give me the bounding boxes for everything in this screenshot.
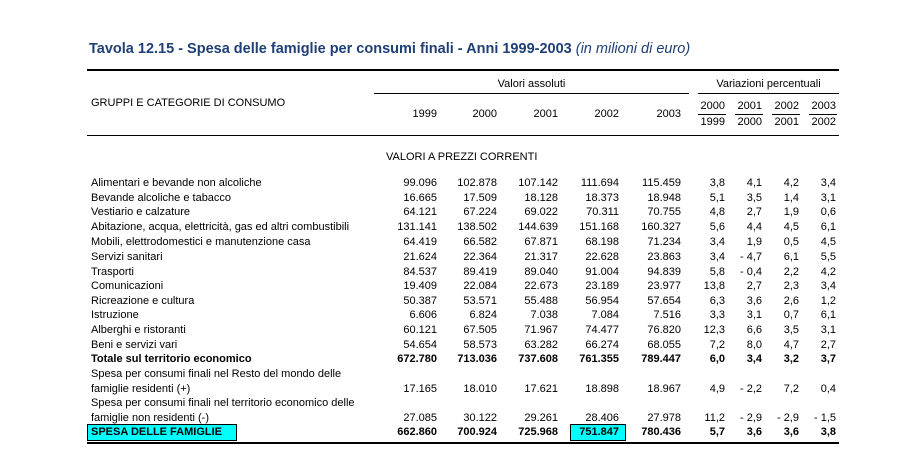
row-label: Alimentari e bevande non alcoliche bbox=[91, 177, 262, 189]
row-value: 28.406 bbox=[585, 411, 619, 424]
row-value: 18.128 bbox=[524, 192, 558, 204]
row-variation: 6,1 bbox=[820, 221, 836, 233]
row-variation: 0,5 bbox=[783, 236, 799, 248]
row-value: 99.096 bbox=[403, 177, 437, 189]
row-variation: 8,0 bbox=[746, 339, 762, 351]
var-header-bottom: 1999 bbox=[700, 116, 725, 128]
row-value: 66.274 bbox=[585, 339, 619, 351]
row-value: 67.871 bbox=[524, 236, 558, 248]
row-value: 138.502 bbox=[457, 221, 497, 233]
row-value: 700.924 bbox=[457, 426, 497, 438]
row-value: 58.573 bbox=[463, 339, 497, 351]
row-variation: 3,2 bbox=[783, 353, 799, 365]
row-value: 29.261 bbox=[524, 411, 558, 424]
row-value: 22.628 bbox=[585, 251, 619, 263]
row-variation: 3,4 bbox=[746, 353, 762, 365]
row-variation: 3,5 bbox=[783, 324, 799, 336]
row-value: 64.121 bbox=[403, 206, 437, 218]
year-header: 2001 bbox=[533, 108, 558, 120]
row-value: 53.571 bbox=[463, 295, 497, 307]
row-value: 672.780 bbox=[397, 353, 437, 365]
row-variation: 4,5 bbox=[820, 236, 836, 248]
header-bottom-rule bbox=[87, 135, 839, 136]
row-value: 7.516 bbox=[653, 309, 681, 321]
year-header: 2003 bbox=[656, 108, 681, 120]
row-variation: 12,3 bbox=[703, 324, 725, 336]
row-label: Vestiario e calzature bbox=[91, 206, 191, 218]
row-variation: - 4,7 bbox=[739, 251, 762, 263]
row-value: 725.968 bbox=[518, 426, 558, 438]
row-value: 17.509 bbox=[463, 192, 497, 204]
row-variation: 3,1 bbox=[820, 192, 836, 204]
row-value: 68.198 bbox=[585, 236, 619, 248]
row-label: Beni e servizi vari bbox=[91, 339, 178, 351]
row-value: 737.608 bbox=[518, 353, 558, 365]
row-label: Totale sul territorio economico bbox=[91, 353, 252, 365]
row-value: 22.364 bbox=[463, 251, 497, 263]
row-value: 54.654 bbox=[403, 339, 437, 351]
row-variation: 0,6 bbox=[820, 206, 836, 218]
row-variation: 4,2 bbox=[783, 177, 799, 189]
row-variation: 2,7 bbox=[820, 339, 836, 351]
row-variation: 3,6 bbox=[746, 295, 762, 307]
row-value: 18.373 bbox=[585, 192, 619, 204]
row-value: 91.004 bbox=[585, 266, 619, 278]
row-value: 68.055 bbox=[647, 339, 681, 351]
section-label: VALORI A PREZZI CORRENTI bbox=[386, 151, 538, 163]
row-variation: 4,8 bbox=[709, 206, 725, 218]
var-header-top: 2000 bbox=[700, 100, 725, 112]
var-group-rule bbox=[698, 93, 839, 94]
row-variation: 4,4 bbox=[746, 221, 762, 233]
row-value: 27.085 bbox=[403, 411, 437, 424]
row-value: 160.327 bbox=[641, 221, 681, 233]
row-variation: 3,3 bbox=[709, 309, 725, 321]
row-value: 76.820 bbox=[647, 324, 681, 336]
var-header-underline bbox=[772, 114, 800, 115]
group-label: GRUPPI E CATEGORIE DI CONSUMO bbox=[91, 97, 286, 109]
row-variation: 2,7 bbox=[746, 206, 762, 218]
row-variation: 2,2 bbox=[783, 266, 799, 278]
var-label: Variazioni percentuali bbox=[716, 78, 821, 90]
abs-group-rule bbox=[374, 93, 689, 94]
row-value: 115.459 bbox=[642, 177, 681, 189]
row-label: Servizi sanitari bbox=[91, 251, 163, 263]
row-variation: 7,2 bbox=[709, 339, 725, 351]
row-value: 102.878 bbox=[457, 177, 497, 189]
var-header-bottom: 2000 bbox=[737, 116, 762, 128]
row-value: 107.142 bbox=[518, 177, 558, 189]
var-header-top: 2003 bbox=[811, 100, 836, 112]
row-variation: 3,8 bbox=[709, 177, 725, 189]
row-variation: 5,1 bbox=[709, 192, 725, 204]
row-label: Spesa per consumi finali nel territorio economico delle bbox=[91, 397, 355, 409]
row-value: 89.419 bbox=[463, 266, 497, 278]
row-variation: 3,6 bbox=[783, 426, 799, 438]
row-variation: 7,2 bbox=[783, 382, 799, 395]
row-variation: 5,6 bbox=[709, 221, 725, 233]
row-variation: 0,4 bbox=[820, 382, 836, 395]
row-value: 18.948 bbox=[647, 192, 681, 204]
row-variation: 3,4 bbox=[820, 280, 836, 292]
row-value: 761.355 bbox=[579, 353, 619, 365]
row-value: 21.624 bbox=[403, 251, 437, 263]
row-value: 64.419 bbox=[403, 236, 437, 248]
abs-label: Valori assoluti bbox=[497, 78, 566, 90]
row-value: 71.967 bbox=[524, 324, 558, 336]
row-variation: 5,8 bbox=[709, 266, 725, 278]
row-variation: 5,5 bbox=[820, 251, 836, 263]
row-label: Ricreazione e cultura bbox=[91, 295, 195, 307]
row-variation: 1,4 bbox=[783, 192, 799, 204]
row-value: 662.860 bbox=[397, 426, 437, 438]
row-value: 56.954 bbox=[585, 295, 619, 307]
year-header: 1999 bbox=[412, 108, 437, 120]
row-label: Spesa per consumi finali nel Resto del mondo delle bbox=[91, 368, 342, 380]
row-value: 23.977 bbox=[647, 280, 681, 292]
var-header-underline bbox=[809, 114, 837, 115]
row-label: Comunicazioni bbox=[91, 280, 164, 292]
row-value: 89.040 bbox=[524, 266, 558, 278]
row-label: famiglie residenti (+) bbox=[91, 382, 191, 395]
row-value: 131.141 bbox=[397, 221, 437, 233]
row-variation: 3,1 bbox=[820, 324, 836, 336]
row-value: 69.022 bbox=[524, 206, 558, 218]
row-value: 19.409 bbox=[403, 280, 437, 292]
row-value: 144.639 bbox=[518, 221, 558, 233]
row-value: 6.606 bbox=[409, 309, 437, 321]
row-variation: 1,9 bbox=[746, 236, 762, 248]
row-label: famiglie non residenti (-) bbox=[91, 411, 209, 424]
row-variation: - 2,2 bbox=[739, 382, 762, 395]
row-variation: - 0,4 bbox=[739, 266, 762, 278]
row-value: 22.673 bbox=[524, 280, 558, 292]
row-variation: 3,7 bbox=[820, 353, 836, 365]
row-variation: 6,3 bbox=[709, 295, 725, 307]
row-value: 84.537 bbox=[403, 266, 437, 278]
row-value: 67.224 bbox=[463, 206, 497, 218]
row-label: SPESA DELLE FAMIGLIE bbox=[91, 426, 222, 438]
var-header-underline bbox=[698, 114, 726, 115]
row-variation: 3,4 bbox=[709, 236, 725, 248]
row-variation: - 2,9 bbox=[739, 411, 762, 424]
var-header-top: 2002 bbox=[774, 100, 799, 112]
row-variation: 5,7 bbox=[709, 426, 725, 438]
row-value: 74.477 bbox=[585, 324, 619, 336]
row-variation: - 1,5 bbox=[813, 411, 836, 424]
row-value: 57.654 bbox=[647, 295, 681, 307]
row-value: 111.694 bbox=[580, 177, 619, 189]
var-header-underline bbox=[735, 114, 763, 115]
row-value: 751.847 bbox=[579, 426, 619, 438]
row-variation: 2,7 bbox=[746, 280, 762, 292]
row-value: 63.282 bbox=[524, 339, 558, 351]
row-value: 151.168 bbox=[579, 221, 619, 233]
var-header-bottom: 2001 bbox=[774, 116, 799, 128]
row-variation: 13,8 bbox=[703, 280, 725, 292]
row-variation: 1,9 bbox=[783, 206, 799, 218]
row-value: 16.665 bbox=[403, 192, 437, 204]
row-value: 23.189 bbox=[585, 280, 619, 292]
row-value: 7.084 bbox=[591, 309, 619, 321]
row-value: 70.311 bbox=[586, 206, 619, 218]
row-label: Abitazione, acqua, elettricità, gas ed altri combustibili bbox=[91, 221, 350, 233]
row-variation: 3,8 bbox=[820, 426, 836, 438]
year-header: 2000 bbox=[472, 108, 497, 120]
row-variation: 1,2 bbox=[820, 295, 836, 307]
row-label: Mobili, elettrodomestici e manutenzione casa bbox=[91, 236, 311, 248]
row-value: 17.621 bbox=[524, 382, 558, 395]
row-variation: 4,5 bbox=[783, 221, 799, 233]
row-variation: 6,1 bbox=[820, 309, 836, 321]
row-variation: 4,1 bbox=[746, 177, 762, 189]
row-variation: 3,1 bbox=[746, 309, 762, 321]
row-value: 67.505 bbox=[463, 324, 497, 336]
row-value: 70.755 bbox=[647, 206, 681, 218]
row-variation: 2,3 bbox=[783, 280, 799, 292]
row-value: 789.447 bbox=[641, 353, 681, 365]
row-label: Istruzione bbox=[91, 309, 139, 321]
bottom-rule bbox=[87, 442, 839, 444]
year-header: 2002 bbox=[594, 108, 619, 120]
table-title bbox=[89, 41, 690, 57]
var-header-top: 2001 bbox=[737, 100, 762, 112]
row-value: 50.387 bbox=[403, 295, 437, 307]
row-label: Trasporti bbox=[91, 266, 134, 278]
row-variation: - 2,9 bbox=[776, 411, 799, 424]
row-variation: 3,5 bbox=[746, 192, 762, 204]
title-main: Tavola 12.15 - Spesa delle famiglie per consumi finali - Anni 1999-2003 bbox=[89, 41, 572, 57]
var-header-bottom: 2002 bbox=[811, 116, 836, 128]
row-value: 6.824 bbox=[469, 309, 497, 321]
row-value: 18.967 bbox=[647, 382, 681, 395]
row-variation: 6,1 bbox=[783, 251, 799, 263]
row-variation: 0,7 bbox=[783, 309, 799, 321]
row-value: 7.038 bbox=[530, 309, 558, 321]
row-variation: 4,2 bbox=[820, 266, 836, 278]
row-variation: 3,4 bbox=[820, 177, 836, 189]
row-label: Alberghi e ristoranti bbox=[91, 324, 186, 336]
row-value: 30.122 bbox=[463, 411, 497, 424]
row-variation: 11,2 bbox=[704, 411, 725, 424]
row-value: 780.436 bbox=[641, 426, 681, 438]
row-value: 71.234 bbox=[647, 236, 681, 248]
top-rule bbox=[87, 69, 839, 71]
row-value: 17.165 bbox=[403, 382, 437, 395]
row-variation: 4,7 bbox=[783, 339, 799, 351]
row-label: Bevande alcoliche e tabacco bbox=[91, 192, 232, 204]
row-value: 18.010 bbox=[463, 382, 497, 395]
row-variation: 3,4 bbox=[709, 251, 725, 263]
row-variation: 6,0 bbox=[709, 353, 725, 365]
row-value: 23.863 bbox=[647, 251, 681, 263]
row-variation: 2,6 bbox=[783, 295, 799, 307]
row-value: 55.488 bbox=[524, 295, 558, 307]
row-value: 21.317 bbox=[524, 251, 558, 263]
row-value: 60.121 bbox=[403, 324, 437, 336]
row-value: 27.978 bbox=[647, 411, 681, 424]
row-value: 18.898 bbox=[585, 382, 619, 395]
row-value: 22.084 bbox=[463, 280, 497, 292]
row-value: 66.582 bbox=[463, 236, 497, 248]
row-value: 94.839 bbox=[647, 266, 681, 278]
row-variation: 4,9 bbox=[709, 382, 725, 395]
title-unit: (in milioni di euro) bbox=[575, 41, 691, 57]
row-variation: 3,6 bbox=[746, 426, 762, 438]
row-value: 713.036 bbox=[457, 353, 497, 365]
row-variation: 6,6 bbox=[746, 324, 762, 336]
